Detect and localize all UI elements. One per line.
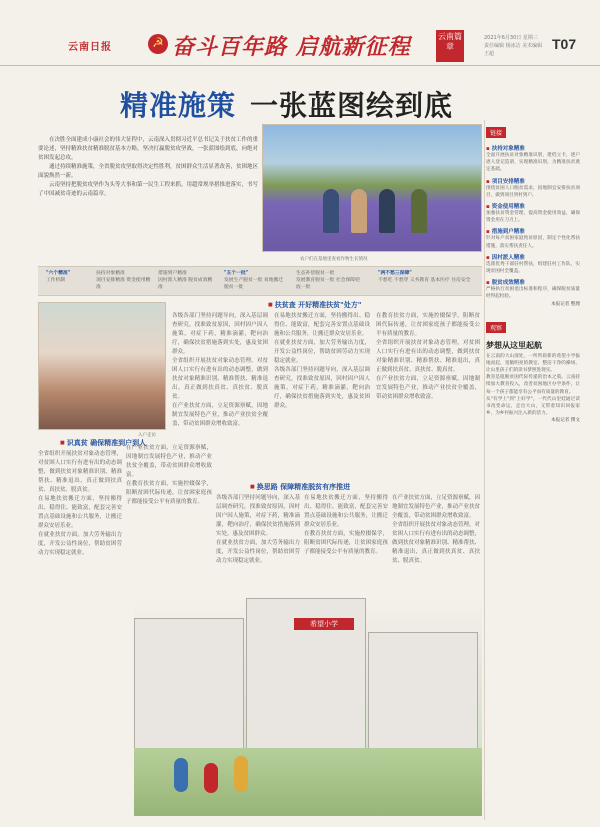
person-figure [379,189,395,233]
article-paragraph: 在就业扶贫方面，加大劳务输出力度，开发公益性岗位，帮助贫困劳动力实现稳定就业。 [216,540,300,564]
sidebar-item-title: ▪ 扶持对象精准 [486,144,580,152]
band-sub: 发展生产脱贫一批 易地搬迁脱贫一批 [224,278,284,290]
band-cell [158,270,214,291]
band-cell [46,270,70,284]
article-paragraph: 各级各部门坚持问题导向，深入基层调查研究，找准致贫原因，因村因户因人施策，对症下药，精准滴灌，靶向治疗，确保扶贫措施落到实处，惠及贫困群众。 [274,367,370,409]
sidebar-item-title: ▪ 资金使用精准 [486,202,580,210]
left-photo-caption: 入户走访 [138,433,156,438]
sidebar-byline: 本报记者 撰文 [550,418,580,424]
band-cell [224,270,286,291]
sidebar-item-text: 全面开展扶贫对象精准识别，建档立卡，逐户逐人登记造册，实现精准识别，为精准扶贫奠定基础。 [486,153,580,173]
article-paragraph: 在教育扶贫方面，实施控辍保学，阻断贫困代际传递，让贫困家庭孩子都能接受公平有质量的教育。 [126,481,212,505]
lead-paragraphs [38,136,258,199]
child-figure [234,756,248,792]
sidebar-paragraph: 教育是阻断贫困代际传递的治本之策。云南持续加大教育投入，改善贫困地区办学条件，让每一个孩子都能享有公平而有质量的教育。 [486,375,580,395]
sidebar-item-text: 选派优秀干部驻村帮扶，组建驻村工作队，实现贫困村全覆盖。 [486,261,580,275]
article-paragraph: 在就业扶贫方面，加大劳务输出力度，开发公益性岗位，帮助贫困劳动力实现稳定就业。 [274,340,370,364]
sidebar [486,120,580,820]
main-photo-caption: 农户们在基地里查看作物生长情况 [300,257,368,262]
article-column [376,312,480,402]
article-paragraph: 在产业扶贫方面，立足资源禀赋，因地制宜发展特色产业，推动产业扶贫全覆盖，带动贫困群众增收致富。 [126,445,212,478]
section-heading: ■ 换思路 保障精准脱贫有序推进 [250,482,350,492]
party-emblem-icon: ☭ [148,34,168,54]
person-figure [411,189,427,233]
band-sub: 项目安排精准 资金使用精准 [96,278,151,290]
article-paragraph: 全省组织开展扶贫对象动态管理，对贫困人口实行有进有出的动态调整，做到扶贫对象精准识别、精准帮扶、精准退出，真正做到扶真贫、真扶贫、脱真贫。 [392,522,481,564]
date-text: 2021年6月30日 星期三 [484,35,538,41]
article-paragraph: 在产业扶贫方面，立足资源禀赋，因地制宜发展特色产业，推动产业扶贫全覆盖，带动贫困群众增收致富。 [376,376,480,400]
article-paragraph: 全省组织开展扶贫对象动态管理，对贫困人口实行有进有出的动态调整，做到扶贫对象精准识别、精准帮扶、精准退出，真正做到扶真贫、真扶贫、脱真贫。 [38,451,122,493]
dateline [484,34,544,58]
article-paragraph: 各级各部门坚持问题导向，深入基层调查研究，找准致贫原因，因村因户因人施策，对症下药，精准滴灌，靶向治疗，确保扶贫措施落到实处，惠及贫困群众。 [216,495,300,537]
band-head: "两不愁三保障" [378,271,412,276]
sidebar-item-title: ▪ 脱贫成效精准 [486,278,580,286]
page-number: T07 [552,36,577,52]
article-column [38,450,122,558]
sidebar-item-title: ▪ 项目安排精准 [486,177,580,185]
sidebar-item-text: 针对每户贫困家庭致贫原因，制定个性化帮扶措施，落实帮扶责任人。 [486,236,580,249]
band-head: 扶持对象精准 [96,271,125,276]
child-figure [204,763,218,793]
building-left [134,618,244,768]
editors-text: 责任编辑 杨冰洁 美术编辑 王超 [484,43,543,57]
section-heading: ■ 扶贫查 开好精准扶贫"处方" [268,300,361,310]
section-heading: ■ 识真贫 确保精准到户到人 [60,438,146,448]
article-paragraph: 全省组织开展扶贫对象动态管理，对贫困人口实行有进有出的动态调整，做到扶贫对象精准识别、精准帮扶、精准退出，真正做到扶真贫、真扶贫、脱真贫。 [376,340,480,373]
lead-paragraph: 通过持续精准施策，全省脱贫攻坚取得决定性胜利，贫困群众生活显著改善，贫困地区面貌焕然一新。 [38,164,259,179]
article-column [304,494,388,557]
child-figure [174,758,188,792]
band-head: 生态补偿脱贫一批 [296,271,335,276]
sidebar-paragraph: 从"有学上"到"上好学"，一代代山里娃通过读书改变命运，走出大山，又带着知识回报家乡，为乡村振兴注入新的活力。 [486,396,580,417]
band-head: "六个精准" [46,271,71,276]
article-column [392,494,480,566]
article-paragraph: 在教育扶贫方面，实施控辍保学，阻断贫困代际传递，让贫困家庭孩子都能接受公平有质量的教育。 [304,531,388,555]
sidebar-byline: 本报记者 整理 [550,301,580,307]
article-paragraph: 在产业扶贫方面，立足资源禀赋，因地制宜发展特色产业，推动产业扶贫全覆盖，带动贫困群众增收致富。 [392,495,481,519]
band-head: "五个一批" [224,271,249,276]
article-column [216,494,300,566]
article-column [274,312,370,411]
main-photo-farmers [262,124,482,252]
sidebar-item-text: 严格执行贫困退出标准和程序，确保脱贫质量经得起检验。 [486,287,580,300]
article-paragraph: 在易地扶贫搬迁方面，坚持搬得出、稳得住、能致富，配套完善安置点基础设施和公共服务，让搬迁群众安居乐业。 [38,496,122,529]
sidebar-tag: 观察 [486,322,506,333]
band-cell [96,270,152,291]
sidebar-item-text: 加强扶贫资金管理，提高资金使用效益，确保资金用在刀刃上。 [486,211,580,224]
school-illustration [134,598,482,816]
band-sub: 发展教育脱贫一批 社会保障兜底一批 [296,278,360,290]
newspaper-logo: 云南日报 [68,42,112,53]
page-headline [120,84,453,124]
sidebar-item-text: 围绕贫困人口脱贫需求，因地制宜安排扶贫项目，做到项目到村到户。 [486,185,580,198]
lead-paragraph: 在决胜全面建成小康社会的伟大征程中，云南深入贯彻习近平总书记关于扶贫工作的重要论述，坚持精准扶贫精准脱贫基本方略，坚决打赢脱贫攻坚战，一张蓝图绘到底，向绝对贫困发起总攻。 [38,137,259,161]
sidebar-item-title: ▪ 措施到户精准 [486,227,580,235]
article-column [172,312,268,429]
article-paragraph: 在教育扶贫方面，实施控辍保学，阻断贫困代际传递，让贫困家庭孩子都能接受公平有质量的教育。 [376,313,480,337]
article-paragraph: 各级各部门坚持问题导向，深入基层调查研究，找准致贫原因，因村因户因人施策，对症下药，精准滴灌，靶向治疗，确保扶贫措施落到实处，惠及贫困群众。 [172,313,268,355]
band-head: 措施到户精准 [158,271,187,276]
sidebar-paragraph: 在云南的大山深处，一所所崭新的希望小学拔地而起，宽敞明亮的教室、整洁干净的操场，让山里孩子们的读书梦照进现实。 [486,353,580,374]
headline-part1: 精准施策 [120,89,237,122]
band-cell [378,270,476,284]
lead-paragraph: 云南坚持把脱贫攻坚作为头等大事和第一民生工程来抓，用超常规举措推进落实，书写了中国减贫奇迹的云南篇章。 [38,182,259,197]
article-paragraph: 在就业扶贫方面，加大劳务输出力度，开发公益性岗位，帮助贫困劳动力实现稳定就业。 [38,532,122,556]
article-paragraph: 全省组织开展扶贫对象动态管理，对贫困人口实行有进有出的动态调整，做到扶贫对象精准识别、精准帮扶、精准退出，真正做到扶真贫、真扶贫、脱真贫。 [172,358,268,400]
person-figure [351,189,367,233]
banner-title: 奋斗百年路 启航新征程 [172,34,411,60]
policy-band [38,266,482,296]
article-paragraph: 在易地扶贫搬迁方面，坚持搬得出、稳得住、能致富，配套完善安置点基础设施和公共服务，让搬迁群众安居乐业。 [274,313,370,337]
sidebar-tag: 链接 [486,127,506,138]
school-sign: 希望小学 [294,618,354,630]
band-sub: 因村派人精准 脱贫成效精准 [158,278,213,290]
sidebar-article-title: 梦想从这里起航 [486,340,542,350]
sidebar-divider [484,120,485,820]
headline-part2: 一张蓝图绘到底 [250,89,454,122]
band-cell [296,270,362,291]
column-tag: 云南篇章 [436,30,464,62]
band-sub: 工作机制 [46,278,66,283]
article-column [126,444,212,507]
sidebar-item-title: ▪ 因村派人精准 [486,253,580,261]
masthead [0,0,600,66]
photo-household-visit [38,302,166,430]
band-sub: 不愁吃 不愁穿 义务教育 基本医疗 住房安全 [378,278,471,283]
person-figure [323,189,339,233]
article-paragraph: 在易地扶贫搬迁方面，坚持搬得出、稳得住、能致富，配套完善安置点基础设施和公共服务，让搬迁群众安居乐业。 [304,495,388,528]
article-paragraph: 在产业扶贫方面，立足资源禀赋，因地制宜发展特色产业，推动产业扶贫全覆盖，带动贫困群众增收致富。 [172,403,268,427]
